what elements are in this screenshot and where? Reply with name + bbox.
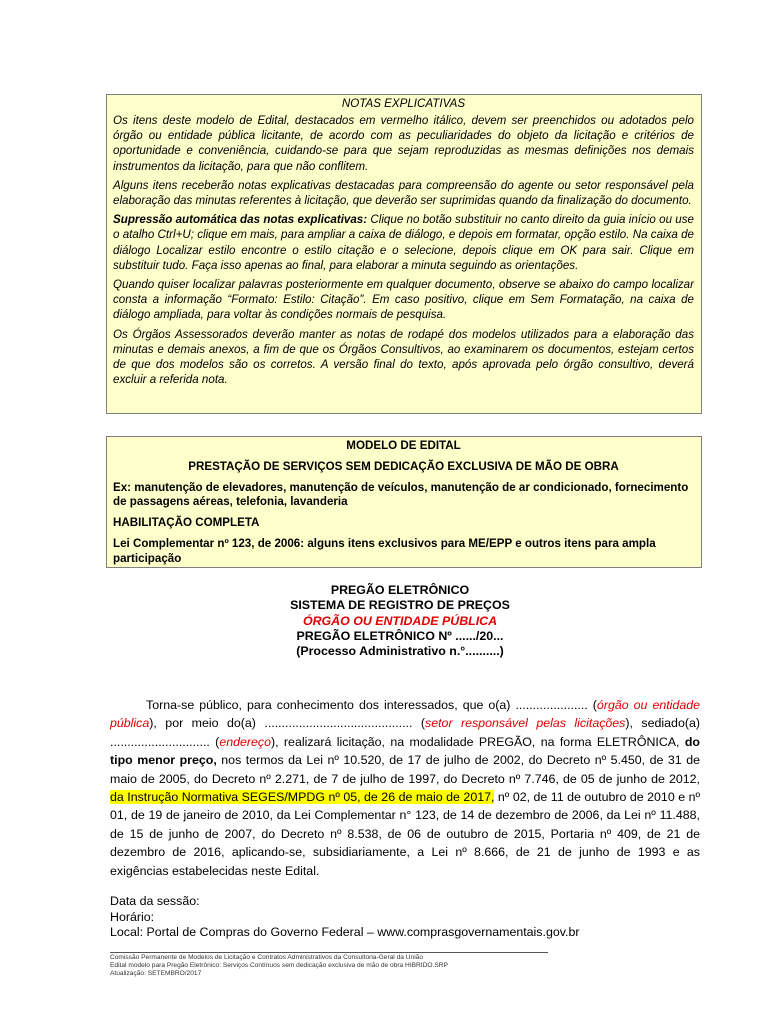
model-title: MODELO DE EDITAL [346, 439, 461, 452]
session-info [110, 894, 579, 941]
explanatory-notes-box [106, 94, 702, 414]
notes-paragraph-3 [113, 212, 694, 273]
session-time: Horário: [110, 909, 155, 924]
notes-paragraph-1: Os itens deste modelo de Edital, destacados em vermelho itálico, devem ser preenchidos ou adotados pelo órgão ou entidade pública licitante, de acordo com as peculiaridades do objeto da licitação e critérios de oportunidade e conveniência, cuidando-se para que sejam reproduzidas as mesmas definições nos demais instrumentos da licitação, para que não conflitem. [113, 114, 694, 173]
body-text-1: Torna-se público, para conhecimento dos interessados, que o(a) ..................... ( [146, 698, 597, 712]
body-highlight-instrucao: da Instrução Normativa SEGES/MPDG nº 05, de 26 de maio de 2017, [110, 790, 495, 805]
footer-line-2: Edital modelo para Pregão Eletrônico: Serviços Contínuos sem dedicação exclusiva de mão de obra HIBRIDO.SRP [110, 962, 448, 970]
body-placeholder-endereco: endereço [219, 734, 271, 749]
model-habilitacao: HABILITAÇÃO COMPLETA [113, 516, 260, 530]
body-text-5: nos termos da Lei nº 10.520, de 17 de julho de 2002, do Decreto nº 5.450, de 31 de maio de 2005, do Decreto nº 2.271, de 7 de julho de 1997, do Decreto nº 7.746, de 05 de junho de 2012, [110, 753, 700, 786]
heading-line-4: PREGÃO ELETRÔNICO Nº ....../20... [296, 628, 504, 643]
footer-line-1: Comissão Permanente de Modelos de Licitação e Contratos Administrativos da Consultoria-Geral da União [110, 954, 423, 961]
notes-paragraph-3-text: Clique no botão substituir no canto direito da guia início ou use o atalho Ctrl+U; clique em mais, para ampliar a caixa de diálogo, e depois em formatar, opção estilo. Na caixa de diálogo Localizar estilo encontre o estilo citação e o selecione, depois clique em OK para sair. Clique em substituir tudo. Faça isso apenas ao final, para elaborar a minuta seguindo as orientações. [113, 213, 694, 272]
body-bold-tipo: do tipo menor preço, [110, 734, 700, 768]
notes-title: NOTAS EXPLICATIVAS [341, 97, 466, 110]
footer-line-3: Atualização: SETEMBRO/2017 [110, 970, 202, 978]
footer [110, 954, 448, 978]
session-place: Local: Portal de Compras do Governo Federal – www.comprasgovernamentais.gov.br [110, 925, 580, 939]
body-text-3: ), sediado(a) ............................. ( [110, 716, 700, 749]
heading-line-2: SISTEMA DE REGISTRO DE PREÇOS [290, 598, 510, 613]
notes-paragraph-3-bold: Supressão automática das notas explicativas: [113, 213, 368, 227]
model-subtitle: PRESTAÇÃO DE SERVIÇOS SEM DEDICAÇÃO EXCLUSIVA DE MÃO DE OBRA [188, 459, 619, 473]
body-placeholder-setor: setor responsável pelas licitações [425, 716, 626, 731]
body-text-2: ), por meio do(a) ........................................... ( [149, 716, 426, 731]
heading-line-3: ÓRGÃO OU ENTIDADE PÚBLICA [302, 613, 498, 628]
heading-line-5: (Processo Administrativo n.°..........) [296, 644, 504, 659]
model-edital-box [106, 436, 702, 568]
notes-paragraph-4: Quando quiser localizar palavras posteriormente em qualquer documento, observe se abaixo do campo localizar consta a informação “Formato: Estilo: Citação”. Em caso positivo, clique em Sem Formatação, na caixa de diálogo ampliada, para voltar às condições normais de pesquisa. [113, 278, 694, 322]
model-examples: Ex: manutenção de elevadores, manutenção de veículos, manutenção de ar condicionado, fornecimento de passagens aéreas, telefonia, lavanderia [113, 480, 689, 509]
session-date: Data da sessão: [110, 894, 200, 908]
body-paragraph [110, 696, 700, 880]
body-text-6: nº 02, de 11 de outubro de 2010 e nº 01, de 19 de janeiro de 2010, da Lei Complementar n° 123, de 14 de dezembro de 2006, da Lei nº 11.488, de 15 de junho de 2007, do Decreto nº 8.538, de 06 de outubro de 2015, Portaria nº 409, de 21 de dezembro de 2016, aplicando-se, subsidiariamente, a Lei nº 8.666, de 21 de junho de 1993 e as exigências estabelecidas neste Edital. [110, 790, 700, 878]
notes-paragraph-2: Alguns itens receberão notas explicativas destacadas para compreensão do agente ou setor responsável pela elaboração das minutas referentes à licitação, que deverão ser suprimidas quando da finalização do documento. [113, 178, 694, 208]
footer-divider [110, 952, 548, 953]
model-lei-complementar: Lei Complementar nº 123, de 2006: alguns itens exclusivos para ME/EPP e outros itens para ampla participação [113, 536, 656, 565]
notes-paragraph-5: Os Órgãos Assessorados deverão manter as notas de rodapé dos modelos utilizados para a elaboração das minutas e demais anexos, a fim de que os Órgãos Consultivos, ao examinarem os documentos, estejam certos de que dos modelos são os corretos. A versão final do texto, após aprovada pelo órgão consultivo, deverá excluir a referida nota. [113, 327, 694, 387]
heading-line-1: PREGÃO ELETRÔNICO [330, 583, 470, 597]
edital-heading [200, 583, 600, 659]
body-placeholder-orgao: órgão ou entidade pública [110, 698, 700, 731]
body-text-4: ), realizará licitação, na modalidade PREGÃO, na forma ELETRÔNICA, [271, 734, 685, 749]
